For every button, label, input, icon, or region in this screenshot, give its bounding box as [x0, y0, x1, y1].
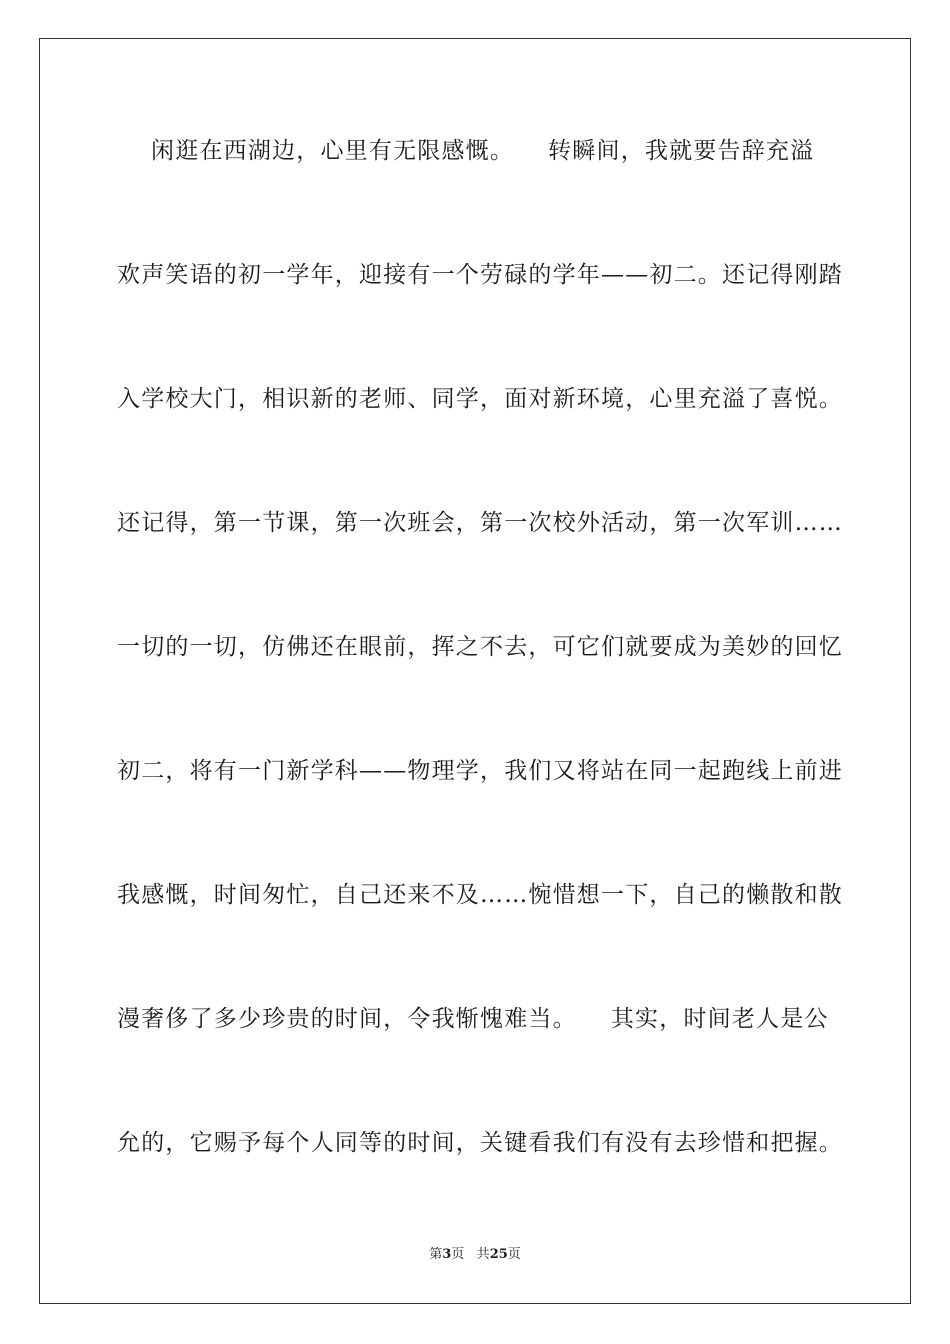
body-text-line-4: 还记得，第一节课，第一次班会，第一次校外活动，第一次军训…… [117, 510, 843, 536]
body-text-line-1: 闲逛在西湖边，心里有无限感慨。 转瞬间，我就要告辞充溢 [117, 138, 815, 164]
body-text-line-7: 我感慨，时间匆忙，自己还来不及……惋惜想一下，自己的懒散和散 [117, 882, 843, 908]
total-label-prefix: 共 [476, 1247, 490, 1262]
body-text-line-8: 漫奢侈了多少珍贵的时间，令我惭愧难当。 其实，时间老人是公 [117, 1006, 829, 1032]
body-text-line-9: 允的，它赐予每个人同等的时间，关键看我们有没有去珍惜和把握。 [117, 1130, 843, 1156]
page-label-prefix: 第 [429, 1247, 443, 1262]
page-footer [0, 1246, 950, 1264]
body-text-line-2: 欢声笑语的初一学年，迎接有一个劳碌的学年——初二。还记得刚踏 [117, 262, 843, 288]
body-text-line-6: 初二，将有一门新学科——物理学，我们又将站在同一起跑线上前进 [117, 758, 843, 784]
body-text-line-5: 一切的一切，仿佛还在眼前，挥之不去，可它们就要成为美妙的回忆 [117, 634, 843, 660]
page-number: 3 [442, 1247, 452, 1262]
total-label-suffix: 页 [507, 1247, 521, 1262]
page-label-suffix: 页 [451, 1247, 465, 1262]
page-border [39, 38, 911, 1304]
total-pages: 25 [489, 1247, 508, 1262]
body-text-line-3: 入学校大门，相识新的老师、同学，面对新环境，心里充溢了喜悦。 [117, 386, 843, 412]
